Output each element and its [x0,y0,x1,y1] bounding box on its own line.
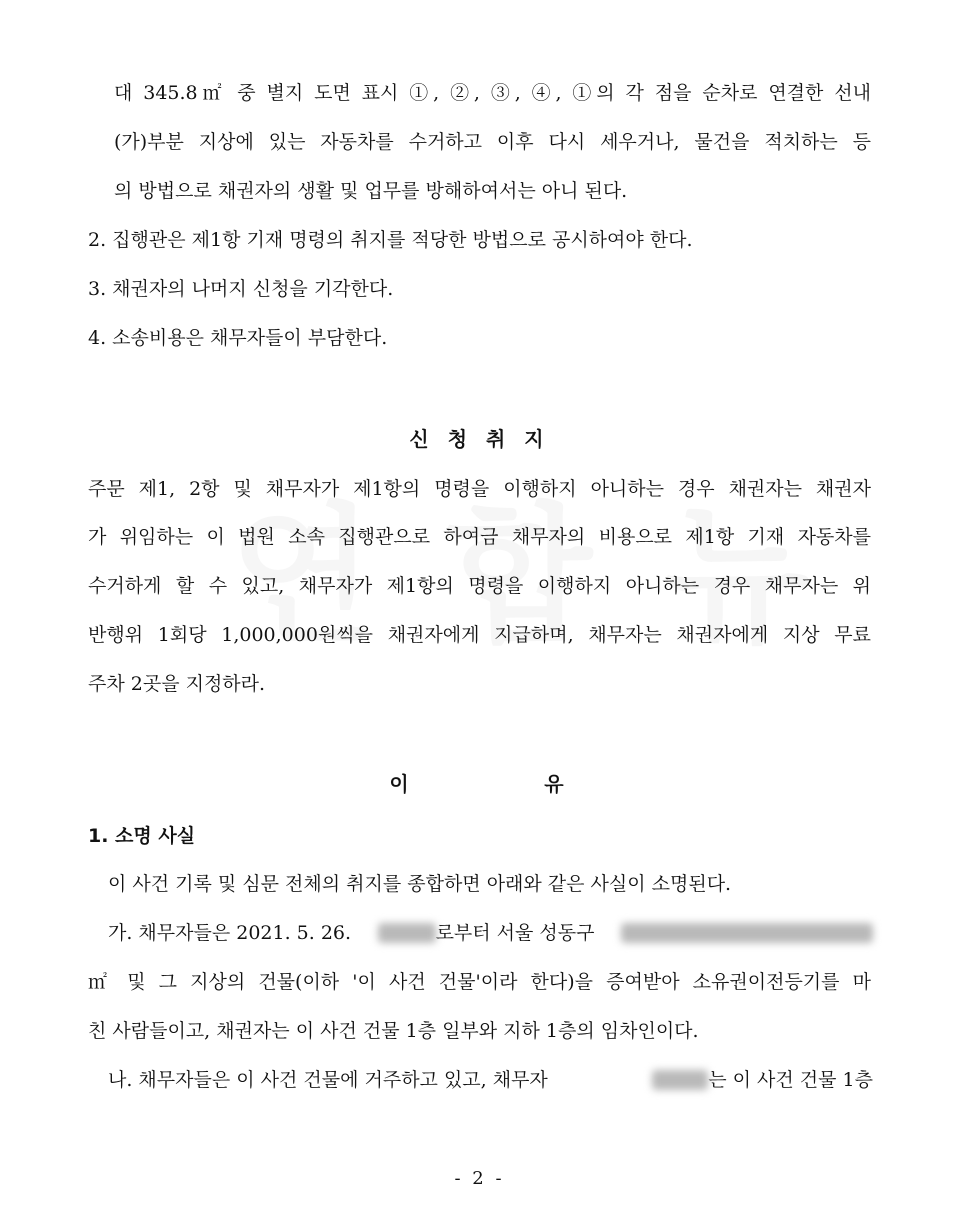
na-line1-end: 는 이 사건 건물 1층 [708,1069,873,1091]
reasons-heading: 이 유 [389,772,570,796]
reasons-ga-line-1 [108,920,873,946]
application-line-5: 주차 2곳을 지정하라. [88,673,266,695]
ga-line1-start: 가. 채무자들은 2021. 5. 26. [108,922,352,944]
reasons-ga-line-3: 친 사람들이고, 채권자는 이 사건 건물 1층 일부와 지하 1층의 임차인이다. [88,1020,699,1042]
application-line-4: 반행위 1회당 1,000,000원씩을 채권자에게 지급하며, 채무자는 채권자에게 지상 무료 [88,624,871,646]
order-item1-continuation-line1: 대 345.8㎡ 중 별지 도면 표시 ①, ②, ③, ④, ①의 각 점을 순차로 연결한 선내 [114,82,871,104]
reasons-ga-line-2: ㎡ 및 그 지상의 건물(이하 '이 사건 건물'이라 한다)을 증여받아 소유권이전등기를 마 [88,971,871,993]
section-1-title: 1. 소명 사실 [88,825,196,847]
redacted-debtor-name [652,1070,708,1090]
order-item1-continuation-line2: (가)부분 지상에 있는 자동차를 수거하고 이후 다시 세우거나, 물건을 적치하는 등 [114,131,871,153]
ga-line1-mid-group [378,920,595,946]
order-item-3: 3. 채권자의 나머지 신청을 기각한다. [88,278,394,300]
order-item1-continuation-line3: 의 방법으로 채권자의 생활 및 업무를 방해하여서는 아니 된다. [114,180,628,202]
reasons-intro: 이 사건 기록 및 심문 전체의 취지를 종합하면 아래와 같은 사실이 소명된다. [108,873,732,895]
application-line-1: 주문 제1, 2항 및 채무자가 제1항의 명령을 이행하지 아니하는 경우 채권자는 채권자 [88,478,871,500]
page-number: - 2 - [454,1168,505,1189]
order-item-4: 4. 소송비용은 채무자들이 부담한다. [88,327,388,349]
na-line1-end-group [652,1067,873,1093]
reasons-na-line-1 [108,1067,873,1093]
redacted-name [378,923,436,943]
na-line1-start: 나. 채무자들은 이 사건 건물에 거주하고 있고, 채무자 [108,1069,548,1091]
order-item-2: 2. 집행관은 제1항 기재 명령의 취지를 적당한 방법으로 공시하여야 한다. [88,229,693,251]
application-line-2: 가 위임하는 이 법원 소속 집행관으로 하여금 채무자의 비용으로 제1항 기재 자동차를 [88,526,871,548]
redacted-address [621,923,873,943]
application-purpose-heading: 신 청 취 지 [409,427,550,451]
application-line-3: 수거하게 할 수 있고, 채무자가 제1항의 명령을 이행하지 아니하는 경우 채무자는 위 [88,575,871,597]
ga-line1-mid: 로부터 서울 성동구 [435,922,595,944]
